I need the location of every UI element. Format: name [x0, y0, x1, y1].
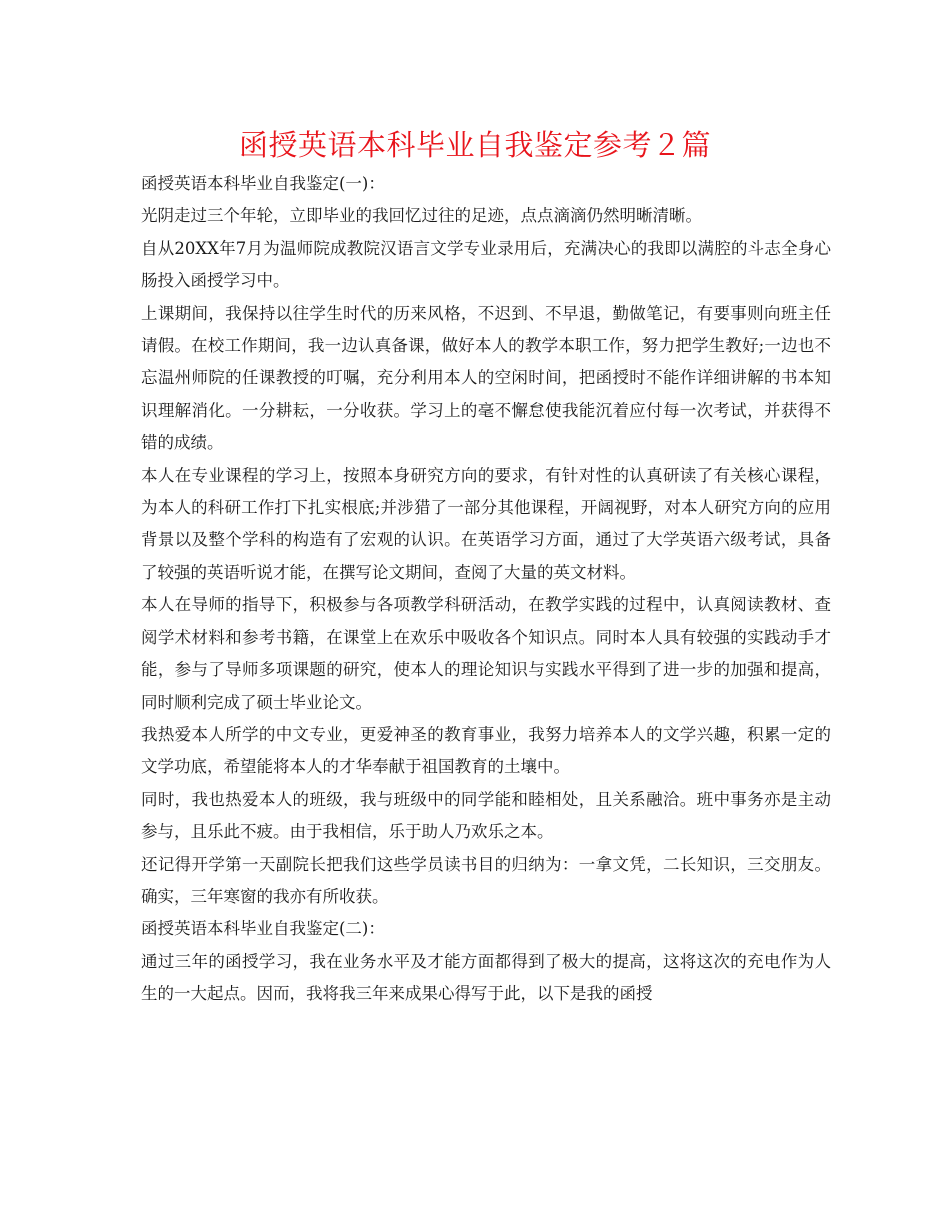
paragraph: 光阴走过三个年轮，立即毕业的我回忆过往的足迹，点点滴滴仍然明晰清晰。 — [141, 206, 702, 226]
section-heading-1: 函授英语本科毕业自我鉴定(一)： — [141, 174, 385, 193]
section-heading-2: 函授英语本科毕业自我鉴定(二)： — [141, 919, 385, 939]
paragraph: 本人在专业课程的学习上，按照本身研究方向的要求，有针对性的认真研读了有关核心课程，为本人的科研工作打下扎实根底;并涉猎了一部分其他课程，开阔视野，对本人研究方向的应用背景以及整个学科的构造有了宏观的认识。在英语学习方面，通过了大学英语六级考试，具备了较强的英语听说才能，在撰写论文期间，查阅了大量的英文材料。 — [141, 465, 831, 582]
document-body — [141, 168, 831, 1011]
paragraph: 通过三年的函授学习，我在业务水平及才能方面都得到了极大的提高，这将这次的充电作为人生的一大起点。因而，我将我三年来成果心得写于此，以下是我的函授 — [141, 951, 831, 1004]
paragraph: 自从20XX年7月为温师院成教院汉语言文学专业录用后，充满决心的我即以满腔的斗志全身心肠投入函授学习中。 — [141, 238, 831, 291]
paragraph: 上课期间，我保持以往学生时代的历来风格，不迟到、不早退，勤做笔记，有要事则向班主任请假。在校工作期间，我一边认真备课，做好本人的教学本职工作，努力把学生教好;一边也不忘温州师院的任课教授的叮嘱，充分利用本人的空闲时间，把函授时不能作详细讲解的书本知识理解消化。一分耕耘，一分收获。学习上的毫不懈怠使我能沉着应付每一次考试，并获得不错的成绩。 — [141, 303, 831, 453]
paragraph: 我热爱本人所学的中文专业，更爱神圣的教育事业，我努力培养本人的文学兴趣，积累一定的文学功底，希望能将本人的才华奉献于祖国教育的土壤中。 — [141, 724, 831, 777]
paragraph: 本人在导师的指导下，积极参与各项教学科研活动，在教学实践的过程中，认真阅读教材、查阅学术材料和参考书籍，在课堂上在欢乐中吸收各个知识点。同时本人具有较强的实践动手才能，参与了导师多项课题的研究，使本人的理论知识与实践水平得到了进一步的加强和提高，同时顺利完成了硕士毕业论文。 — [141, 595, 831, 712]
document-title: 函授英语本科毕业自我鉴定参考２篇 — [238, 128, 711, 162]
paragraph: 同时，我也热爱本人的班级，我与班级中的同学能和睦相处，且关系融洽。班中事务亦是主动参与，且乐此不疲。由于我相信，乐于助人乃欢乐之本。 — [141, 789, 831, 842]
paragraph: 还记得开学第一天副院长把我们这些学员读书目的归纳为：一拿文凭，二长知识，三交朋友。确实，三年寒窗的我亦有所收获。 — [141, 854, 831, 906]
